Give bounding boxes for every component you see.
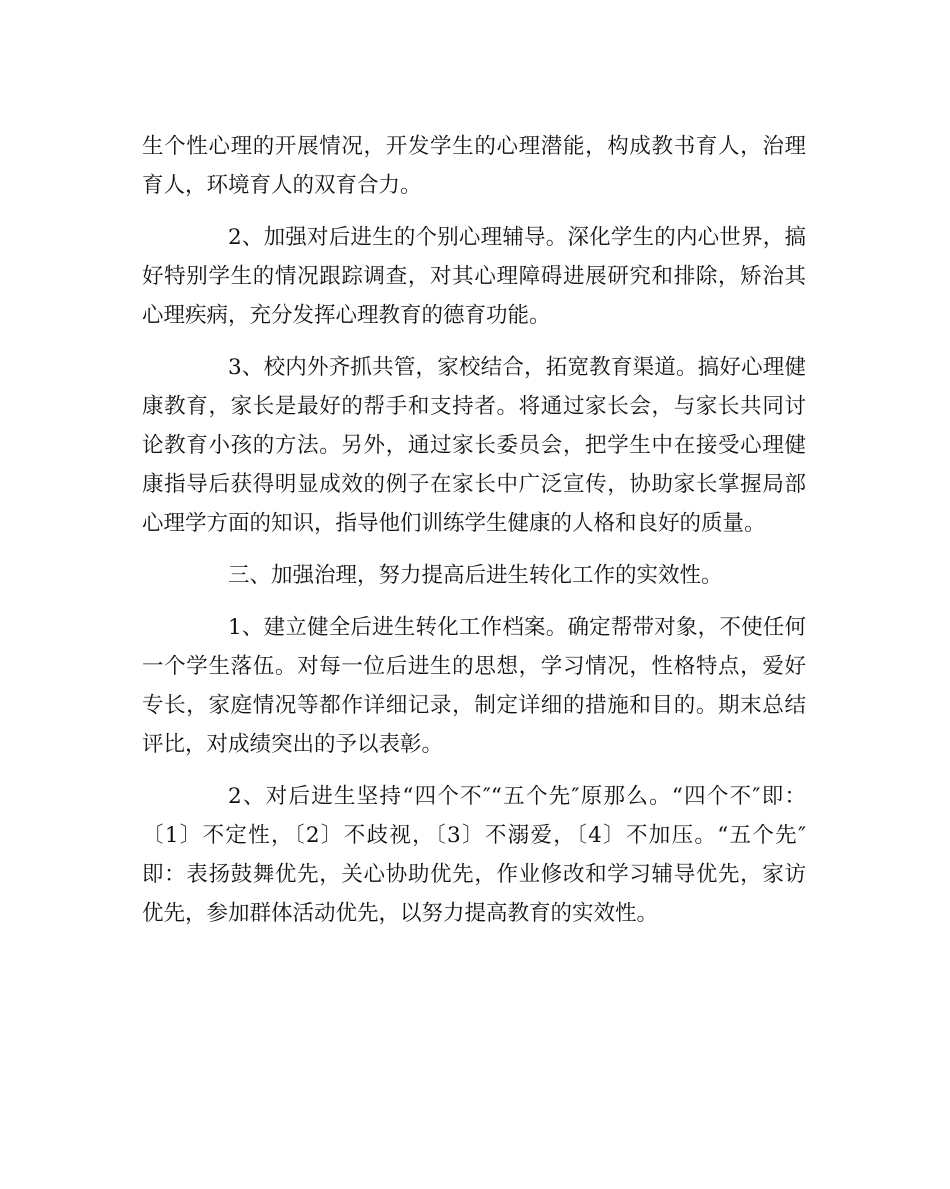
paragraph-item-2-principles: 2、对后进生坚持“四个不″“五个先″原那么。“四个不″即：〔1〕不定性，〔2〕不歧视，〔3〕不溺爱，〔4〕不加压。“五个先″即：表扬鼓舞优先，关心协助优先，作业修改和学习辅导优先，家访优先，参加群体活动优先，以努力提高教育的实效性。	[142, 784, 806, 926]
paragraph-continuation: 生个性心理的开展情况，开发学生的心理潜能，构成教书育人，治理育人，环境育人的双育合力。	[142, 134, 806, 198]
paragraph-item-1-archives: 1、建立健全后进生转化工作档案。确定帮带对象，不使任何一个学生落伍。对每一位后进生的思想，学习情况，性格特点，爱好专长，家庭情况等都作详细记录，制定详细的措施和目的。期末总结评比，对成绩突出的予以表彰。	[142, 615, 806, 757]
paragraph-item-3-home-school: 3、校内外齐抓共管，家校结合，拓宽教育渠道。搞好心理健康教育，家长是最好的帮手和支持者。将通过家长会，与家长共同讨论教育小孩的方法。另外，通过家长委员会，把学生中在接受心理健康指导后获得明显成效的例子在家长中广泛宣传，协助家长掌握局部心理学方面的知识，指导他们训练学生健康的人格和良好的质量。	[142, 355, 806, 536]
document-body	[142, 127, 806, 933]
section-heading-3: 三、加强治理，努力提高后进生转化工作的实效性。	[228, 563, 723, 588]
paragraph-item-2-individual-counseling: 2、加强对后进生的个别心理辅导。深化学生的内心世界，搞好特别学生的情况跟踪调查，对其心理障碍进展研究和排除，矫治其心理疾病，充分发挥心理教育的德育功能。	[142, 225, 806, 328]
